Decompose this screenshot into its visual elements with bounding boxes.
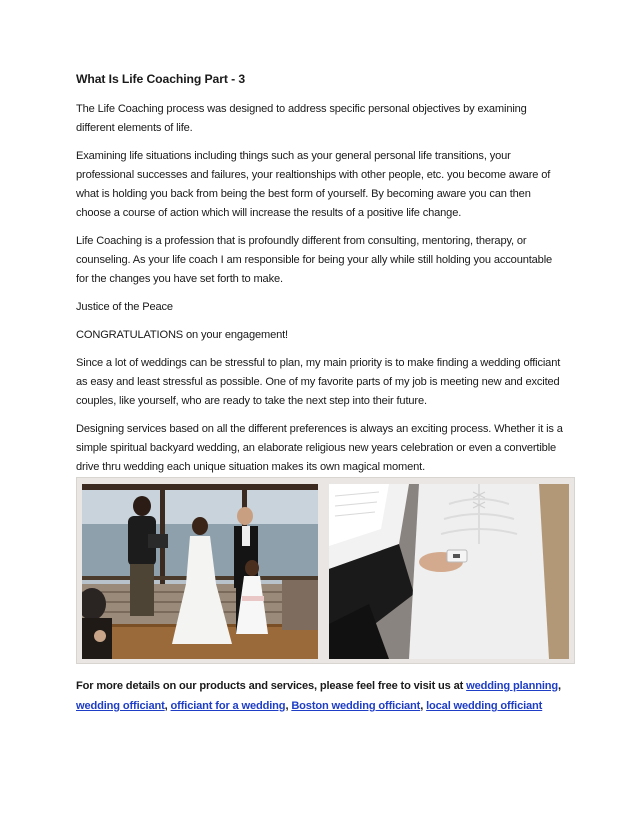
paragraph-priority: Since a lot of weddings can be stressful to plan, my main priority is to make finding a wedding officiant as easy and least stressful as possible. One of my favorite parts of my job is meeting new and excited couples, like yourself, who are ready to take the next step into their future. [76,357,561,407]
contact-footer [76,676,576,716]
document-title: What Is Life Coaching Part - 3 [76,72,245,86]
paragraph-intro: The Life Coaching process was designed to address specific personal objectives by examining different elements of life. [76,103,527,134]
footer-separator: , [420,700,427,712]
link-wedding-planning[interactable]: wedding planning [466,680,559,692]
closeup-photo [329,484,569,659]
link-boston-wedding-officiant[interactable]: Boston wedding officiant [291,700,421,712]
footer-separator: , [285,700,292,712]
paragraph-congratulations: CONGRATULATIONS on your engagement! [76,329,288,341]
wedding-photo-strip [76,477,575,664]
link-wedding-officiant[interactable]: wedding officiant [76,700,165,712]
ceremony-photo [82,484,318,659]
document-body [76,72,566,486]
footer-separator: , [164,700,171,712]
paragraph-profession: Life Coaching is a profession that is profoundly different from consulting, mentoring, therapy, or counseling. As your life coach I am responsible for being your ally while still holding you accountable for the changes you have set forth to make. [76,235,553,285]
footer-intro: For more details on our products and services, please feel free to visit us at [76,680,467,692]
paragraph-justice: Justice of the Peace [76,301,173,313]
paragraph-life-situations: Examining life situations including things such as your general personal life transitions, your professional successes and failures, your realtionships with other people, etc. you become aware of what is holding you back from being the best form of yourself. By becoming aware you can then choose a course of action which will increase the results of a positive life change. [76,150,551,219]
paragraph-designing: Designing services based on all the different preferences is always an exciting process. Whether it is a simple spiritual backyard wedding, an elaborate religious new years celebration or even a convertible drive thru wedding each unique situation makes its own magical moment. [76,423,563,473]
footer-separator: , [558,680,561,692]
link-officiant-for-a-wedding[interactable]: officiant for a wedding [170,700,286,712]
link-local-wedding-officiant[interactable]: local wedding officiant [426,700,543,712]
